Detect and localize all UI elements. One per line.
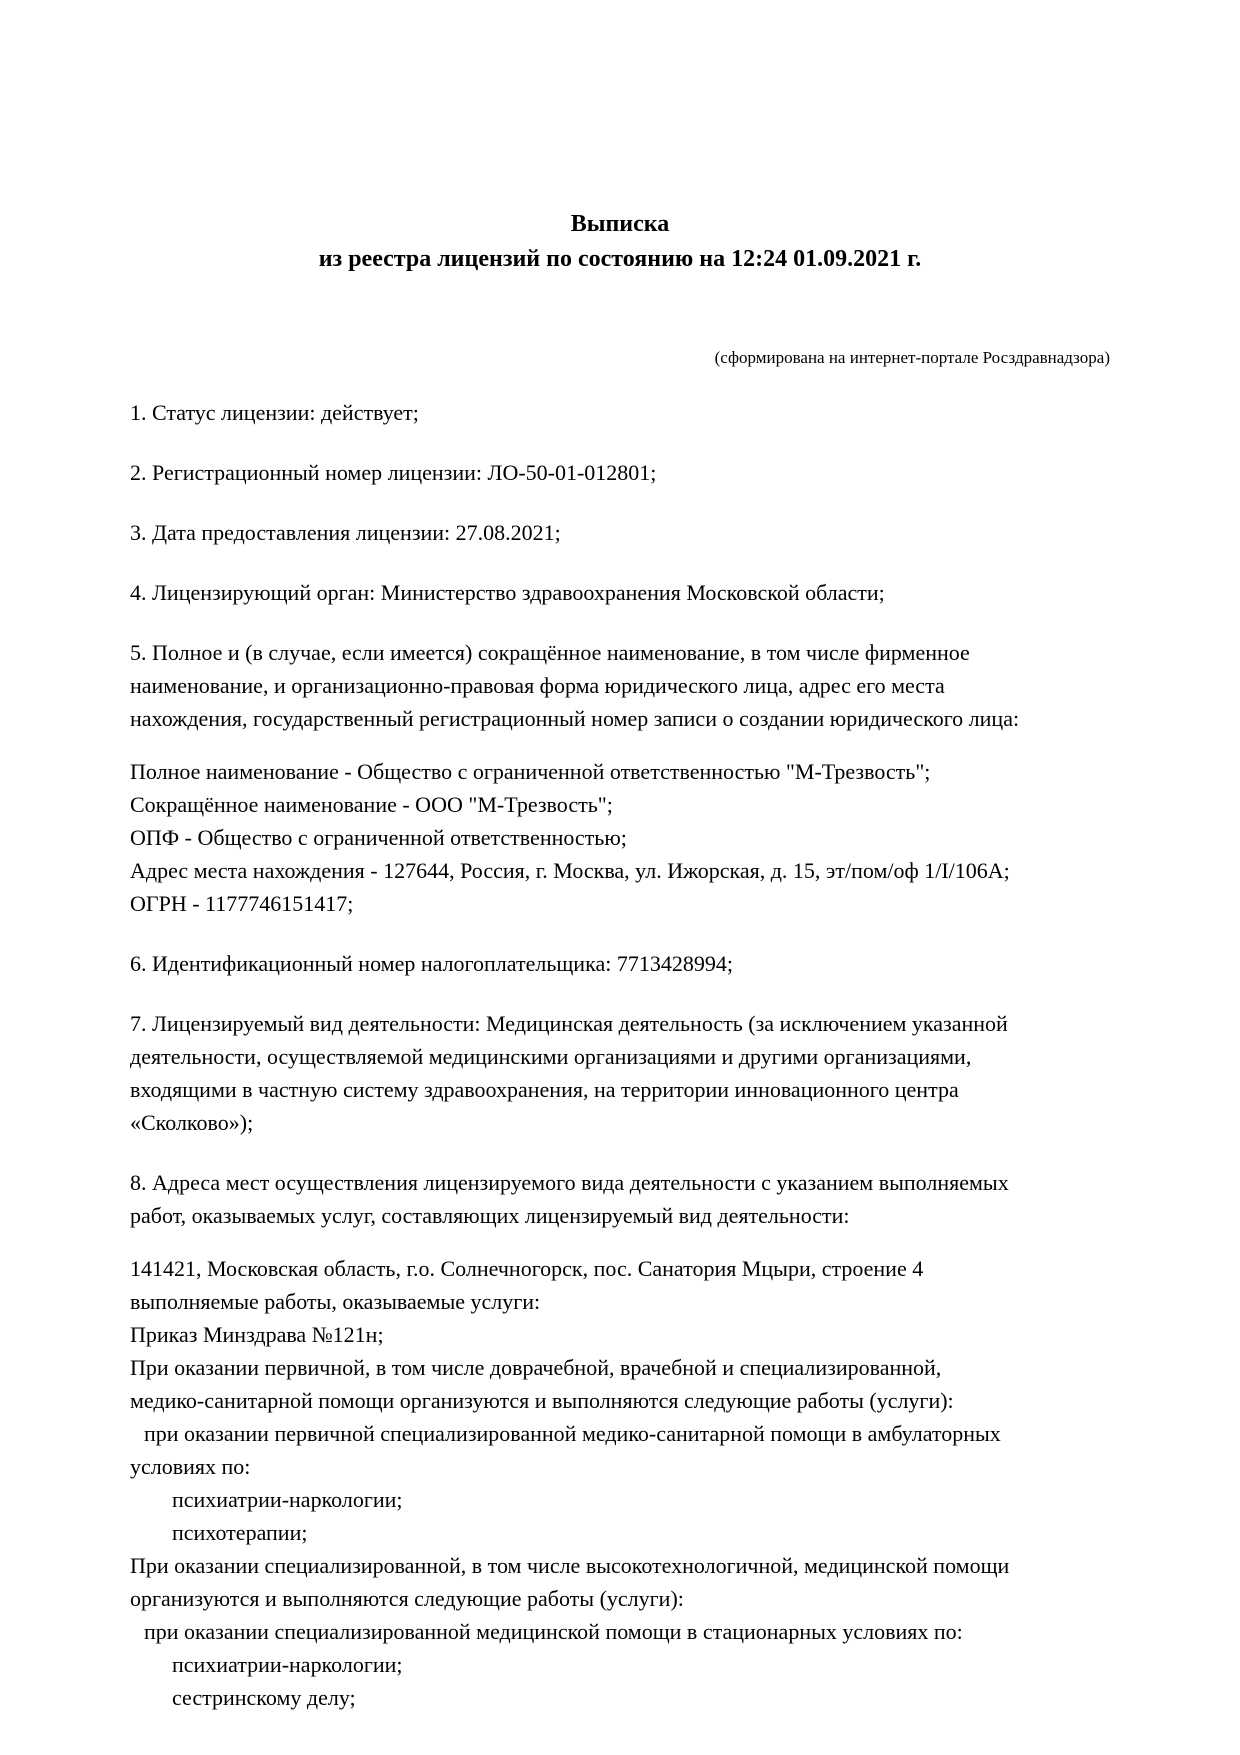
full-name-line: Полное наименование - Общество с ограниченной ответственностью "М-Трезвость"; [130,759,931,784]
specialized-care-line: организуются и выполняются следующие работы (услуги): [130,1586,684,1611]
licensed-activity-paragraph [130,1007,1110,1139]
license-status-line: 1. Статус лицензии: действует; [130,400,419,425]
org-name-intro-line: наименование, и организационно-правовая форма юридического лица, адрес его места [130,673,945,698]
licensed-activity-line: деятельности, осуществляемой медицинскими организациями и другими организациями, [130,1044,972,1069]
inpatient-care-line: при оказании специализированной медицинской помощи в стационарных условиях по: [144,1619,963,1644]
activity-addresses-line: работ, оказываемых услуг, составляющих лицензируемый вид деятельности: [130,1203,850,1228]
title-line-1: Выписка [570,211,670,237]
service-nursing-line: сестринскому делу; [172,1685,356,1710]
address-line: Адрес места нахождения - 127644, Россия, г. Москва, ул. Ижорская, д. 15, эт/пом/оф 1/I/106А; [130,858,1010,883]
ministry-order-line: Приказ Минздрава №121н; [130,1322,384,1347]
org-name-intro-line: нахождения, государственный регистрационный номер записи о создании юридического лица: [130,706,1020,731]
org-name-intro-line: 5. Полное и (в случае, если имеется) сокращённое наименование, в том числе фирменное [130,640,970,665]
outpatient-care-line: условиях по: [130,1454,251,1479]
outpatient-care-line: при оказании первичной специализированной медико-санитарной помощи в амбулаторных [144,1421,1001,1446]
grant-date-line: 3. Дата предоставления лицензии: 27.08.2021; [130,520,561,545]
legal-form-line: ОПФ - Общество с ограниченной ответственностью; [130,825,627,850]
licensed-activity-line: входящими в частную систему здравоохранения, на территории инновационного центра [130,1077,959,1102]
primary-care-line: медико-санитарной помощи организуются и выполняются следующие работы (услуги): [130,1388,954,1413]
specialized-care-line: При оказании специализированной, в том числе высокотехнологичной, медицинской помощи [130,1553,1010,1578]
service-psychiatry-narcology-line: психиатрии-наркологии; [172,1652,403,1677]
inn-line: 6. Идентификационный номер налогоплательщика: 7713428994; [130,951,733,976]
licensed-activity-line: 7. Лицензируемый вид деятельности: Медицинская деятельность (за исключением указанной [130,1011,1008,1036]
site-address-line: 141421, Московская область, г.о. Солнечногорск, пос. Санатория Мцыри, строение 4 [130,1256,924,1281]
short-name-line: Сокращённое наименование - ООО "М-Трезвость"; [130,792,613,817]
works-services-block [130,1252,1110,1714]
formed-note: (сформирована на интернет-портале Росздравнадзора) [714,348,1110,367]
licensing-authority-line: 4. Лицензирующий орган: Министерство здравоохранения Московской области; [130,580,885,605]
service-psychotherapy-line: психотерапии; [172,1520,308,1545]
activity-addresses-line: 8. Адреса мест осуществления лицензируемого вида деятельности с указанием выполняемых [130,1170,1009,1195]
works-intro-line: выполняемые работы, оказываемые услуги: [130,1289,541,1314]
service-psychiatry-narcology-line: психиатрии-наркологии; [172,1487,403,1512]
activity-addresses-paragraph [130,1166,1110,1232]
registration-number-line: 2. Регистрационный номер лицензии: ЛО-50-01-012801; [130,460,657,485]
org-details-block [130,755,1110,920]
document-title [130,207,1110,277]
primary-care-line: При оказании первичной, в том числе доврачебной, врачебной и специализированной, [130,1355,942,1380]
org-name-intro-paragraph [130,636,1110,735]
licensed-activity-line: «Сколково»); [130,1110,254,1135]
title-line-2: из реестра лицензий по состоянию на 12:24 01.09.2021 г. [318,246,922,272]
ogrn-line: ОГРН - 1177746151417; [130,891,354,916]
